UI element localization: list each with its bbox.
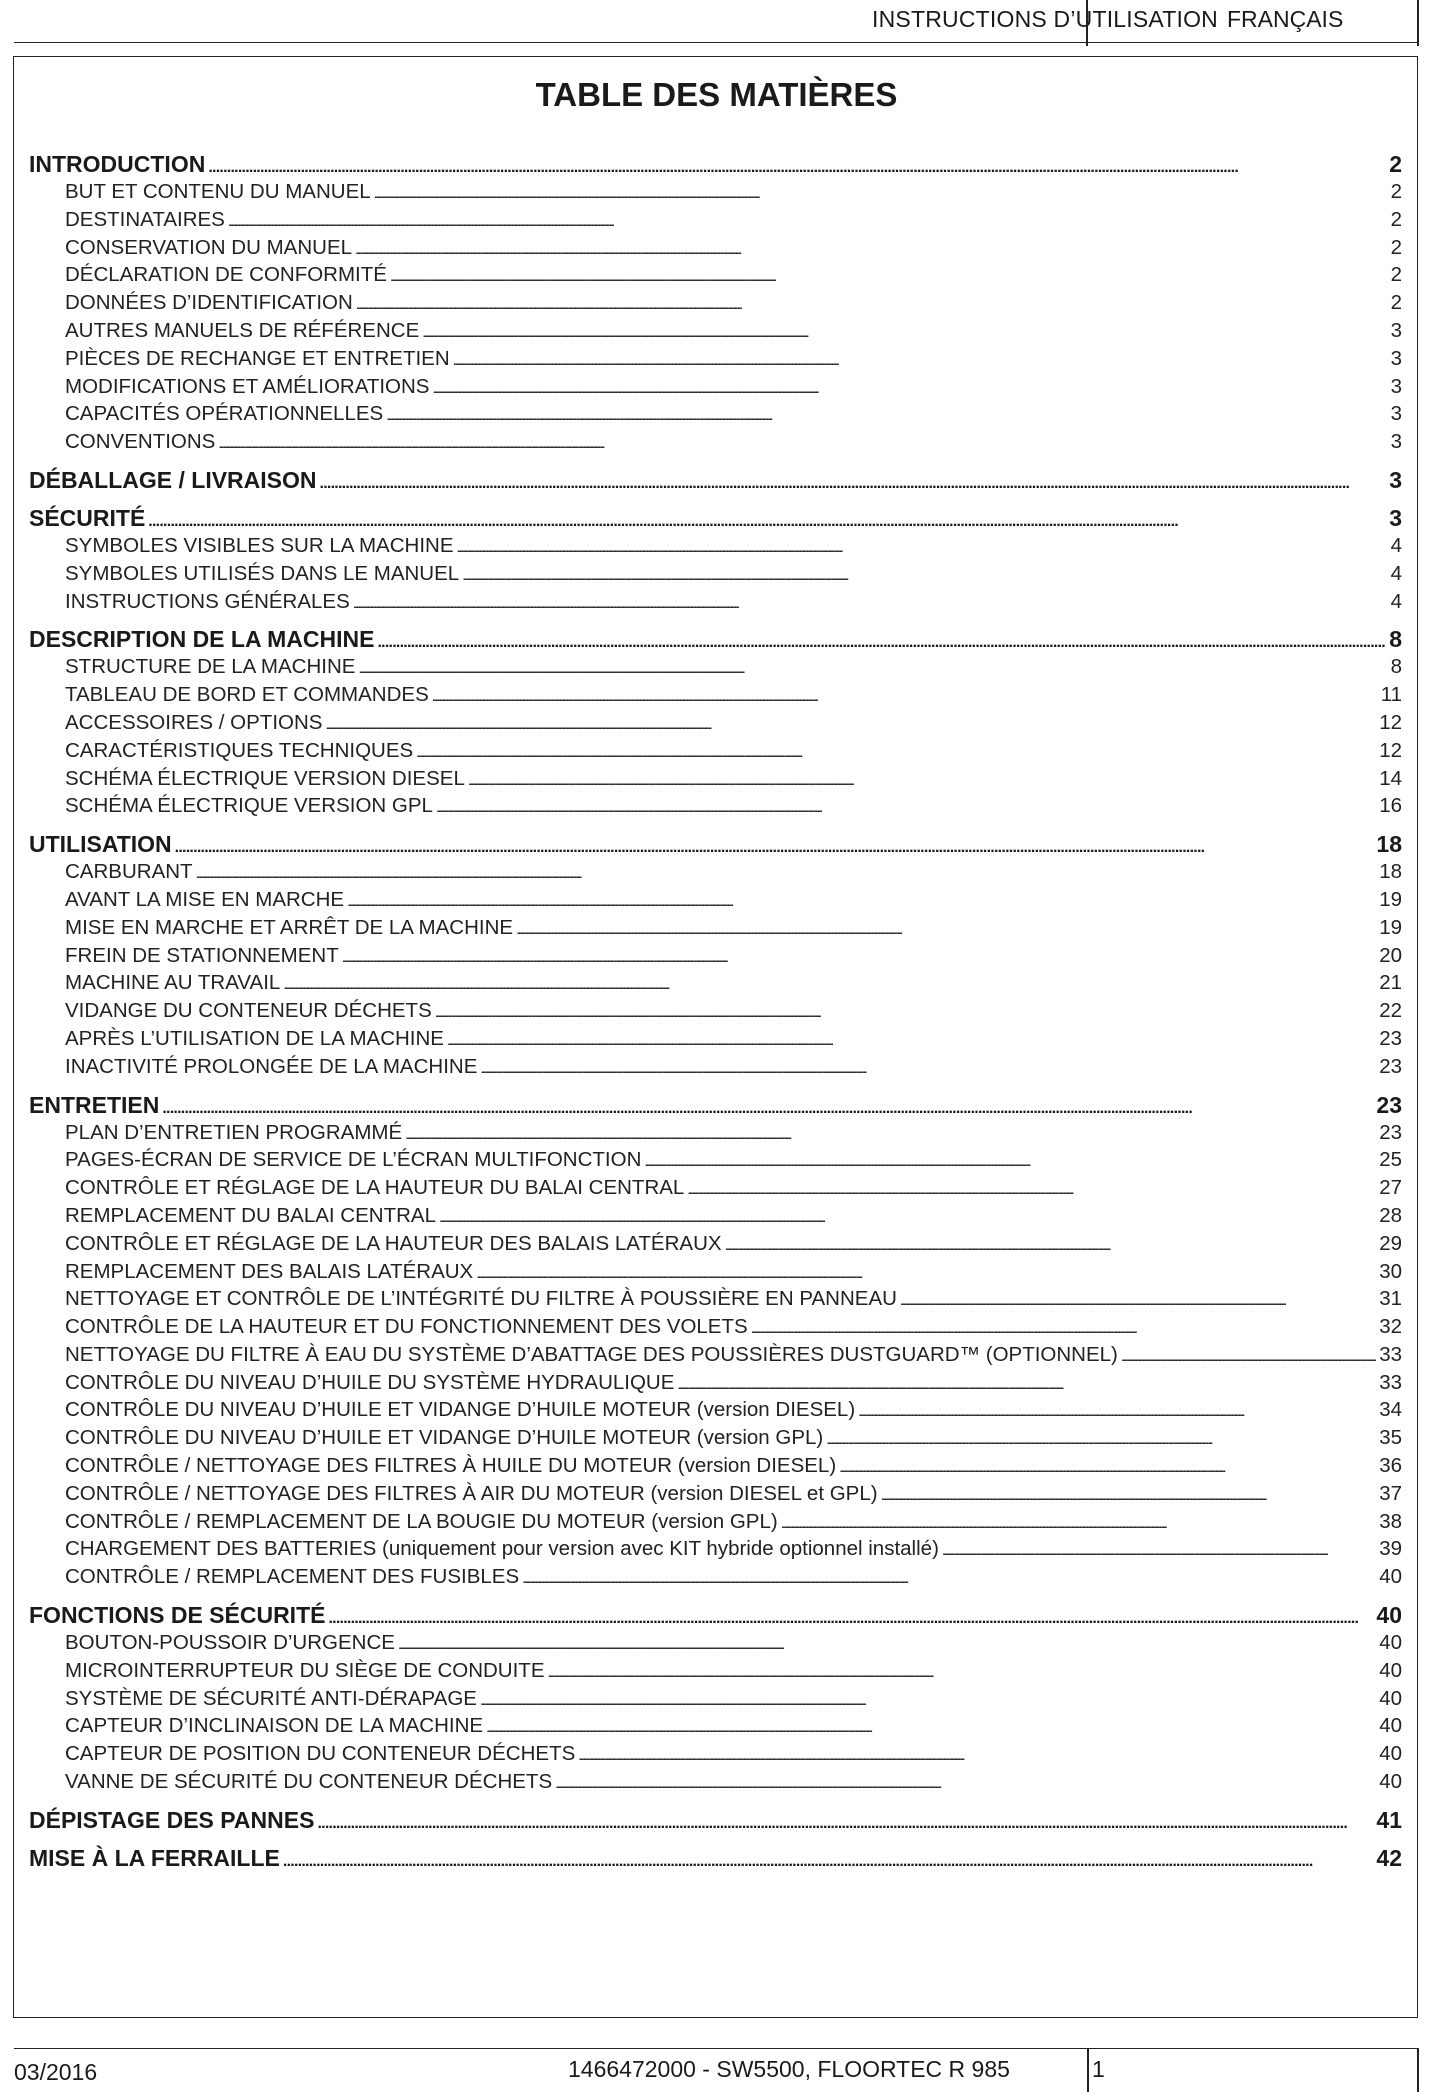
toc-subsection-label: REMPLACEMENT DES BALAIS LATÉRAUX [65, 1259, 474, 1283]
toc-subsection-label: CAPACITÉS OPÉRATIONNELLES [65, 402, 384, 426]
toc-subsection-page: 40 [1379, 1686, 1402, 1710]
toc-section-label: INTRODUCTION [29, 151, 206, 177]
toc-subsection-page: 40 [1379, 1658, 1402, 1682]
toc-subsection-page: 4 [1390, 533, 1402, 557]
toc-subsection-entry[interactable] [29, 1768, 1402, 1796]
toc-leader-dots [433, 375, 1388, 401]
toc-subsection-page: 22 [1379, 999, 1402, 1023]
toc-leader-dots [677, 1371, 1376, 1397]
toc-section-label: ENTRETIEN [29, 1091, 160, 1118]
toc-subsection-page: 38 [1379, 1509, 1402, 1533]
toc-section-label: MISE À LA FERRAILLE [29, 1844, 280, 1871]
toc-subsection-page: 33 [1379, 1370, 1402, 1394]
toc-subsection-page: 31 [1379, 1287, 1402, 1311]
toc-leader-dots [480, 1055, 1376, 1081]
toc-section-page: 23 [1376, 1091, 1402, 1118]
toc-leader-dots [462, 562, 1387, 588]
toc-subsection-entry[interactable] [29, 1657, 1402, 1685]
toc-subsection-entry[interactable] [29, 1146, 1402, 1174]
toc-subsection-page: 39 [1379, 1537, 1402, 1561]
toc-subsection-label: PAGES-ÉCRAN DE SERVICE DE L’ÉCRAN MULTIFONCTION [65, 1148, 642, 1172]
toc-subsection-label: AUTRES MANUELS DE RÉFÉRENCE [65, 318, 420, 342]
toc-subsection-entry[interactable] [29, 1396, 1402, 1424]
toc-subsection-label: MODIFICATIONS ET AMÉLIORATIONS [65, 374, 430, 398]
toc-subsection-label: CONTRÔLE DE LA HAUTEUR ET DU FONCTIONNEMENT DES VOLETS [65, 1315, 748, 1339]
toc-subsection-label: PLAN D’ENTRETIEN PROGRAMMÉ [65, 1120, 403, 1144]
toc-subsection-entry[interactable] [29, 681, 1402, 709]
toc-subsection-page: 19 [1379, 887, 1402, 911]
toc-subsection-page: 28 [1379, 1203, 1402, 1227]
toc-leader-dots [942, 1537, 1376, 1563]
toc-leader-dots [644, 1148, 1376, 1174]
toc-subsection-page: 29 [1379, 1231, 1402, 1255]
toc-subsection-entry[interactable] [29, 234, 1402, 262]
toc-subsection-entry[interactable] [29, 428, 1402, 456]
toc-subsection-label: AVANT LA MISE EN MARCHE [65, 887, 345, 911]
toc-leader-dots [148, 508, 1386, 532]
toc-subsection-entry[interactable] [29, 886, 1402, 914]
toc-subsection-label: CONSERVATION DU MANUEL [65, 235, 353, 259]
toc-subsection-label: TABLEAU DE BORD ET COMMANDES [65, 683, 429, 707]
toc-subsection-entry[interactable] [29, 261, 1402, 289]
toc-subsection-entry[interactable] [29, 792, 1402, 820]
toc-subsection-entry[interactable] [29, 1535, 1402, 1563]
toc-subsection-entry[interactable] [29, 1119, 1402, 1147]
toc-subsection-entry[interactable] [29, 1685, 1402, 1713]
toc-subsection-entry[interactable] [29, 1053, 1402, 1081]
toc-subsection-label: CONTRÔLE DU NIVEAU D’HUILE ET VIDANGE D’HUILE MOTEUR (version GPL) [65, 1426, 824, 1450]
toc-subsection-entry[interactable] [29, 1369, 1402, 1397]
toc-subsection-label: NETTOYAGE ET CONTRÔLE DE L’INTÉGRITÉ DU FILTRE À POUSSIÈRE EN PANNEAU [65, 1287, 897, 1311]
toc-subsection-label: STRUCTURE DE LA MACHINE [65, 655, 356, 679]
toc-subsection-entry[interactable] [29, 1285, 1402, 1313]
toc-leader-dots [522, 1565, 1376, 1591]
toc-subsection-label: CAPTEUR D’INCLINAISON DE LA MACHINE [65, 1714, 484, 1738]
toc-subsection-label: CAPTEUR DE POSITION DU CONTENEUR DÉCHETS [65, 1742, 576, 1766]
toc-leader-dots [516, 916, 1376, 942]
toc-subsection-entry[interactable] [29, 400, 1402, 428]
toc-section-label: DÉPISTAGE DES PANNES [29, 1806, 315, 1833]
toc-section-page: 8 [1389, 626, 1402, 653]
toc-leader-dots [480, 1687, 1376, 1713]
toc-leader-dots [355, 236, 1388, 262]
toc-subsection-page: 2 [1390, 180, 1402, 203]
toc-subsection-entry[interactable] [29, 1712, 1402, 1740]
toc-leader-dots [447, 1027, 1376, 1053]
toc-subsection-page: 11 [1380, 683, 1402, 707]
toc-subsection-page: 36 [1379, 1454, 1402, 1478]
toc-section-entry[interactable] [29, 830, 1402, 858]
toc-subsection-label: CONTRÔLE / REMPLACEMENT DE LA BOUGIE DU MOTEUR (version GPL) [65, 1509, 778, 1533]
toc-subsection-page: 40 [1379, 1714, 1402, 1738]
table-of-contents [29, 150, 1402, 1872]
toc-subsection-page: 3 [1390, 402, 1402, 426]
toc-subsection-page: 4 [1390, 561, 1402, 585]
toc-subsection-page: 40 [1379, 1742, 1402, 1766]
toc-subsection-entry[interactable] [29, 709, 1402, 737]
toc-leader-dots [283, 1848, 1374, 1872]
toc-leader-dots [228, 208, 1388, 234]
header-right-border [1417, 0, 1419, 46]
toc-subsection-label: SYMBOLES VISIBLES SUR LA MACHINE [65, 533, 454, 557]
toc-subsection-page: 3 [1390, 318, 1402, 342]
toc-subsection-label: CONTRÔLE / NETTOYAGE DES FILTRES À AIR DU MOTEUR (version DIESEL et GPL) [65, 1481, 878, 1505]
toc-subsection-label: REMPLACEMENT DU BALAI CENTRAL [65, 1203, 436, 1227]
page-footer [0, 2034, 1433, 2092]
toc-subsection-label: CONTRÔLE ET RÉGLAGE DE LA HAUTEUR DU BALAI CENTRAL [65, 1176, 685, 1200]
toc-subsection-page: 2 [1390, 207, 1402, 231]
toc-subsection-entry[interactable] [29, 1202, 1402, 1230]
toc-subsection-entry[interactable] [29, 1341, 1402, 1369]
toc-subsection-page: 3 [1390, 346, 1402, 370]
toc-leader-dots [416, 739, 1376, 765]
toc-subsection-label: CHARGEMENT DES BATTERIES (uniquement pour version avec KIT hybride optionnel installé) [65, 1537, 939, 1561]
toc-subsection-label: INSTRUCTIONS GÉNÉRALES [65, 589, 350, 613]
toc-subsection-label: SYSTÈME DE SÉCURITÉ ANTI-DÉRAPAGE [65, 1686, 477, 1710]
toc-leader-dots [900, 1287, 1376, 1313]
toc-leader-dots [1121, 1343, 1376, 1369]
toc-leader-dots [283, 971, 1376, 997]
toc-leader-dots [398, 1631, 1376, 1657]
footer-date: 03/2016 [14, 2059, 98, 2085]
toc-subsection-page: 34 [1379, 1398, 1402, 1422]
toc-leader-dots [175, 834, 1374, 858]
toc-subsection-entry[interactable] [29, 1629, 1402, 1657]
toc-leader-dots [356, 291, 1388, 317]
toc-subsection-label: MISE EN MARCHE ET ARRÊT DE LA MACHINE [65, 915, 514, 939]
toc-subsection-page: 3 [1390, 430, 1402, 454]
toc-subsection-entry[interactable] [29, 653, 1402, 681]
toc-subsection-label: CARACTÉRISTIQUES TECHNIQUES [65, 738, 414, 762]
toc-subsection-entry[interactable] [29, 969, 1402, 997]
toc-subsection-entry[interactable] [29, 178, 1402, 206]
toc-leader-dots [374, 180, 1388, 206]
toc-leader-dots [196, 860, 1377, 886]
header-divider [1086, 0, 1088, 46]
toc-subsection-label: ACCESSOIRES / OPTIONS [65, 710, 323, 734]
toc-subsection-entry[interactable] [29, 1313, 1402, 1341]
toc-subsection-entry[interactable] [29, 1025, 1402, 1053]
toc-leader-dots [751, 1315, 1377, 1341]
toc-subsection-label: BOUTON-POUSSOIR D’URGENCE [65, 1631, 395, 1655]
toc-leader-dots [328, 1605, 1373, 1629]
page-header [0, 0, 1433, 48]
toc-leader-dots [208, 154, 1386, 178]
toc-subsection-page: 8 [1390, 655, 1402, 679]
toc-leader-dots [317, 1810, 1373, 1834]
toc-subsection-label: MICROINTERRUPTEUR DU SIÈGE DE CONDUITE [65, 1658, 545, 1682]
toc-subsection-page: 27 [1379, 1176, 1402, 1200]
toc-subsection-entry[interactable] [29, 1563, 1402, 1591]
toc-subsection-label: INACTIVITÉ PROLONGÉE DE LA MACHINE [65, 1054, 478, 1078]
toc-subsection-page: 23 [1379, 1054, 1402, 1078]
toc-subsection-entry[interactable] [29, 1452, 1402, 1480]
toc-subsection-entry[interactable] [29, 1230, 1402, 1258]
toc-subsection-page: 32 [1379, 1315, 1402, 1339]
toc-section-label: DÉBALLAGE / LIVRAISON [29, 466, 317, 493]
toc-section-label: UTILISATION [29, 831, 172, 858]
toc-subsection-page: 35 [1379, 1426, 1402, 1450]
toc-leader-dots [432, 683, 1378, 709]
toc-subsection-label: NETTOYAGE DU FILTRE À EAU DU SYSTÈME D’ABATTAGE DES POUSSIÈRES DUSTGUARD™ (OPTIONNEL) [65, 1342, 1118, 1366]
toc-subsection-label: SCHÉMA ÉLECTRIQUE VERSION GPL [65, 794, 433, 818]
toc-section-page: 40 [1376, 1602, 1402, 1629]
toc-subsection-label: CONTRÔLE / NETTOYAGE DES FILTRES À HUILE DU MOTEUR (version DIESEL) [65, 1454, 837, 1478]
toc-subsection-entry[interactable] [29, 206, 1402, 234]
toc-subsection-entry[interactable] [29, 914, 1402, 942]
toc-subsection-label: SYMBOLES UTILISÉS DANS LE MANUEL [65, 561, 460, 585]
toc-leader-dots [687, 1176, 1376, 1202]
toc-subsection-page: 40 [1379, 1770, 1402, 1794]
toc-subsection-page: 30 [1379, 1259, 1402, 1283]
toc-leader-dots [162, 1095, 1373, 1119]
toc-subsection-label: MACHINE AU TRAVAIL [65, 971, 281, 995]
toc-subsection-page: 18 [1379, 860, 1402, 884]
toc-subsection-page: 23 [1379, 1026, 1402, 1050]
toc-section-entry[interactable] [29, 625, 1402, 653]
toc-subsection-page: 21 [1379, 971, 1402, 995]
toc-subsection-page: 2 [1390, 235, 1402, 259]
toc-leader-dots [453, 347, 1388, 373]
toc-leader-dots [839, 1454, 1376, 1480]
toc-subsection-entry[interactable] [29, 345, 1402, 373]
toc-subsection-page: 4 [1390, 589, 1402, 613]
toc-subsection-page: 12 [1379, 710, 1402, 734]
header-rule [14, 42, 1419, 43]
toc-leader-dots [353, 590, 1388, 616]
toc-subsection-page: 40 [1379, 1631, 1402, 1655]
toc-leader-dots [881, 1482, 1377, 1508]
toc-leader-dots [342, 944, 1376, 970]
toc-section-label: FONCTIONS DE SÉCURITÉ [29, 1602, 326, 1629]
toc-subsection-entry[interactable] [29, 997, 1402, 1025]
toc-subsection-entry[interactable] [29, 317, 1402, 345]
toc-leader-dots [435, 999, 1376, 1025]
toc-subsection-entry[interactable] [29, 942, 1402, 970]
toc-subsection-entry[interactable] [29, 765, 1402, 793]
toc-leader-dots [555, 1770, 1376, 1796]
toc-leader-dots [358, 655, 1387, 681]
toc-leader-dots [858, 1398, 1376, 1424]
toc-subsection-entry[interactable] [29, 560, 1402, 588]
toc-leader-dots [826, 1426, 1376, 1452]
toc-subsection-label: DESTINATAIRES [65, 207, 225, 231]
toc-section-entry[interactable] [29, 1601, 1402, 1629]
toc-subsection-label: CONTRÔLE DU NIVEAU D’HUILE ET VIDANGE D’HUILE MOTEUR (version DIESEL) [65, 1398, 856, 1422]
toc-leader-dots [457, 534, 1388, 560]
toc-subsection-page: 14 [1379, 766, 1402, 790]
footer-divider [1087, 2048, 1089, 2092]
toc-subsection-label: FREIN DE STATIONNEMENT [65, 943, 339, 967]
toc-subsection-entry[interactable] [29, 289, 1402, 317]
toc-leader-dots [486, 1714, 1376, 1740]
toc-leader-dots [578, 1742, 1376, 1768]
footer-document-code: 1466472000 - SW5500, FLOORTEC R 985 [568, 2056, 1010, 2082]
toc-section-page: 42 [1376, 1844, 1402, 1871]
toc-subsection-entry[interactable] [29, 1508, 1402, 1536]
toc-subsection-page: 40 [1379, 1565, 1402, 1589]
toc-subsection-entry[interactable] [29, 1174, 1402, 1202]
toc-subsection-page: 2 [1390, 263, 1402, 287]
toc-subsection-page: 12 [1379, 738, 1402, 762]
toc-section-page: 3 [1389, 504, 1402, 531]
toc-subsection-label: CONVENTIONS [65, 430, 216, 454]
toc-leader-dots [476, 1260, 1376, 1286]
toc-subsection-page: 19 [1379, 915, 1402, 939]
toc-subsection-page: 3 [1390, 374, 1402, 398]
toc-leader-dots [325, 711, 1376, 737]
toc-leader-dots [377, 629, 1386, 653]
toc-section-page: 2 [1389, 151, 1402, 177]
toc-section-page: 18 [1376, 831, 1402, 858]
toc-subsection-page: 16 [1379, 794, 1402, 818]
toc-leader-dots [422, 319, 1387, 345]
toc-subsection-label: APRÈS L’UTILISATION DE LA MACHINE [65, 1026, 444, 1050]
toc-leader-dots [725, 1232, 1377, 1258]
toc-section-entry[interactable] [29, 1806, 1402, 1834]
toc-leader-dots [468, 767, 1376, 793]
toc-leader-dots [781, 1510, 1376, 1536]
toc-section-page: 3 [1389, 466, 1402, 493]
toc-section-entry[interactable] [29, 150, 1402, 178]
toc-subsection-entry[interactable] [29, 1424, 1402, 1452]
toc-subsection-page: 20 [1379, 943, 1402, 967]
toc-leader-dots [390, 263, 1388, 289]
header-title: INSTRUCTIONS D’UTILISATION [872, 6, 1218, 32]
toc-leader-dots [347, 888, 1376, 914]
toc-subsection-page: 23 [1379, 1120, 1402, 1144]
toc-leader-dots [436, 794, 1376, 820]
toc-leader-dots [548, 1659, 1377, 1685]
toc-subsection-entry[interactable] [29, 737, 1402, 765]
toc-subsection-label: VANNE DE SÉCURITÉ DU CONTENEUR DÉCHETS [65, 1770, 553, 1794]
toc-subsection-label: CONTRÔLE / REMPLACEMENT DES FUSIBLES [65, 1565, 520, 1589]
toc-subsection-page: 2 [1390, 291, 1402, 315]
header-language: FRANÇAIS [1227, 6, 1344, 32]
toc-subsection-label: SCHÉMA ÉLECTRIQUE VERSION DIESEL [65, 766, 465, 790]
toc-subsection-label: BUT ET CONTENU DU MANUEL [65, 180, 371, 203]
toc-section-label: SÉCURITÉ [29, 504, 146, 531]
toc-subsection-entry[interactable] [29, 532, 1402, 560]
toc-section-entry[interactable] [29, 1844, 1402, 1872]
toc-subsection-label: CONTRÔLE ET RÉGLAGE DE LA HAUTEUR DES BALAIS LATÉRAUX [65, 1231, 722, 1255]
toc-section-page: 41 [1376, 1806, 1402, 1833]
toc-subsection-label: CARBURANT [65, 860, 193, 884]
toc-subsection-label: DÉCLARATION DE CONFORMITÉ [65, 263, 387, 287]
toc-subsection-page: 33 [1379, 1342, 1402, 1366]
footer-rule [14, 2048, 1419, 2049]
toc-section-label: DESCRIPTION DE LA MACHINE [29, 626, 375, 653]
toc-subsection-entry[interactable] [29, 1740, 1402, 1768]
toc-section-entry[interactable] [29, 504, 1402, 532]
toc-leader-dots [218, 430, 1387, 456]
toc-subsection-entry[interactable] [29, 858, 1402, 886]
toc-leader-dots [439, 1204, 1376, 1230]
toc-title: TABLE DES MATIÈRES [535, 76, 898, 113]
toc-subsection-label: CONTRÔLE DU NIVEAU D’HUILE DU SYSTÈME HYDRAULIQUE [65, 1370, 675, 1394]
toc-subsection-entry[interactable] [29, 1480, 1402, 1508]
toc-subsection-page: 25 [1379, 1148, 1402, 1172]
footer-right-border [1417, 2048, 1419, 2092]
toc-subsection-label: VIDANGE DU CONTENEUR DÉCHETS [65, 999, 432, 1023]
toc-section-entry[interactable] [29, 466, 1402, 494]
toc-subsection-label: PIÈCES DE RECHANGE ET ENTRETIEN [65, 346, 450, 370]
toc-leader-dots [405, 1121, 1376, 1147]
toc-subsection-label: DONNÉES D’IDENTIFICATION [65, 291, 353, 315]
toc-leader-dots [386, 402, 1387, 428]
toc-section-entry[interactable] [29, 1091, 1402, 1119]
toc-subsection-entry[interactable] [29, 373, 1402, 401]
toc-subsection-entry[interactable] [29, 1258, 1402, 1286]
toc-leader-dots [320, 470, 1387, 494]
toc-subsection-entry[interactable] [29, 588, 1402, 616]
footer-page-number: 1 [1092, 2056, 1105, 2082]
toc-subsection-page: 37 [1379, 1481, 1402, 1505]
